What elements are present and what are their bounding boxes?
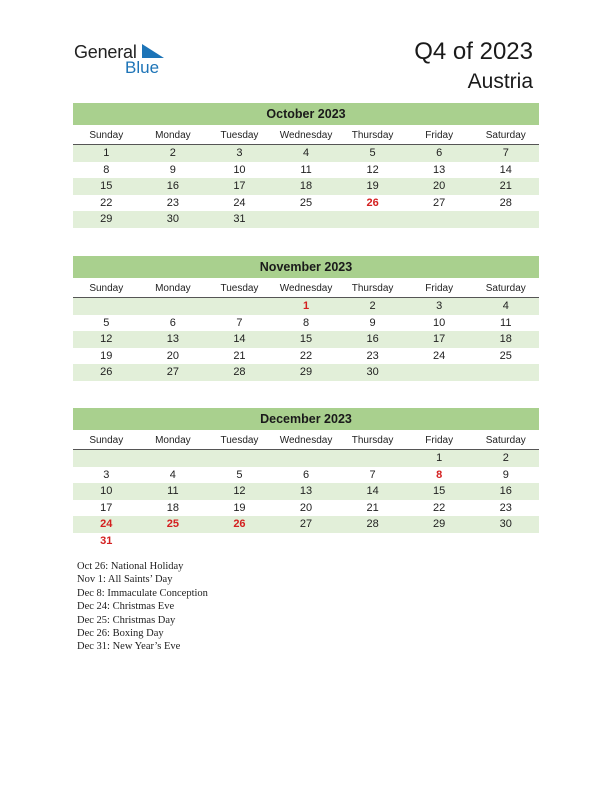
day-cell [140,450,207,467]
weekday-label: Thursday [351,130,394,141]
day-cell [339,211,406,228]
day-cell: 9 [502,468,509,481]
day-cell: 16 [166,180,179,192]
month-october [73,103,539,228]
day-cell: 25 [499,349,512,362]
day-cell: 24 [100,518,113,530]
month-december [73,408,539,549]
day-cell: 7 [236,316,243,329]
day-cell: 24 [433,349,446,362]
day-cell: 30 [499,518,512,530]
day-cell: 21 [366,501,379,514]
day-cell: 5 [369,147,376,159]
day-cell: 4 [502,300,509,312]
day-cell: 14 [499,163,512,176]
holiday-item: Dec 26: Boxing Day [77,628,164,640]
day-cell: 21 [233,349,246,362]
month-title: October 2023 [73,103,539,125]
weekday-label: Monday [155,283,191,294]
day-cell: 16 [499,485,512,497]
day-cell [206,450,273,467]
day-cell: 27 [433,196,446,209]
logo [74,42,184,82]
day-cell: 26 [366,196,379,209]
day-cell: 23 [166,196,179,209]
day-cell: 16 [366,333,379,345]
day-cell: 19 [233,501,246,514]
day-cell: 19 [100,349,113,362]
weekday-label: Sunday [89,283,124,294]
day-cell: 29 [299,366,313,378]
day-cell: 12 [233,485,246,497]
weekday-label: Monday [155,435,191,446]
weekday-label: Wednesday [279,435,333,446]
day-cell [406,533,473,550]
weekday-header-row [73,127,539,145]
day-cell: 12 [100,333,113,345]
week-row [73,331,539,348]
day-cell: 10 [433,316,446,329]
day-cell: 18 [166,501,179,514]
day-cell [273,533,340,550]
day-cell: 25 [299,196,313,209]
day-cell [73,450,140,467]
day-cell: 22 [433,501,446,514]
day-cell: 31 [100,534,113,547]
holiday-item: Dec 8: Immaculate Conception [77,587,208,599]
weekday-label: Saturday [485,130,526,141]
weekday-label: Saturday [485,283,526,294]
day-cell: 17 [100,501,113,514]
day-cell: 31 [233,213,246,225]
logo-triangle-icon [142,44,164,58]
day-cell: 14 [366,485,379,497]
day-cell [339,450,406,467]
day-cell: 8 [436,468,443,481]
day-cell: 30 [366,366,379,378]
day-cell: 8 [302,316,310,329]
logo-general-text: General [74,42,137,62]
month-november [73,256,539,381]
day-cell: 27 [299,518,313,530]
holiday-item: Dec 31: New Year’s Eve [77,641,181,653]
logo-blue-text: Blue [125,58,160,77]
day-cell: 17 [433,333,446,345]
day-cell [73,298,140,315]
day-cell [273,450,340,467]
day-cell: 23 [499,501,512,514]
day-cell: 26 [233,518,246,530]
week-row [73,315,539,332]
day-cell [339,533,406,550]
day-cell: 22 [299,349,313,362]
day-cell [273,211,340,228]
weekday-label: Sunday [89,130,124,141]
day-cell [472,211,539,228]
day-cell [406,211,473,228]
holiday-list [77,560,208,654]
day-cell: 25 [166,518,179,530]
week-row [73,145,539,162]
week-row [73,516,539,533]
day-cell: 15 [299,333,313,345]
week-row [73,195,539,212]
day-cell: 11 [300,163,312,176]
holiday-item: Nov 1: All Saints’ Day [77,574,173,586]
day-cell: 29 [100,213,113,225]
day-cell: 13 [166,333,179,345]
weekday-label: Sunday [89,435,124,446]
day-cell: 30 [166,213,179,225]
day-cell [406,364,473,381]
day-cell: 26 [100,366,113,378]
week-row [73,467,539,484]
day-cell: 29 [433,518,446,530]
day-cell: 5 [103,316,110,329]
day-cell: 17 [233,180,246,192]
weekday-label: Saturday [485,435,526,446]
holiday-item: Dec 24: Christmas Eve [77,601,175,613]
month-title: December 2023 [73,408,539,430]
day-cell: 11 [500,316,512,329]
week-row [73,500,539,517]
day-cell: 28 [233,366,246,378]
day-cell: 1 [436,452,443,464]
day-cell: 4 [169,468,176,481]
day-cell: 6 [302,468,310,481]
weekday-label: Tuesday [220,435,259,446]
week-row [73,364,539,381]
country-name: Austria [467,70,533,93]
week-row [73,348,539,365]
week-row [73,450,539,467]
day-cell: 20 [433,180,446,192]
weekday-label: Friday [425,435,454,446]
day-cell: 10 [233,163,246,176]
day-cell: 20 [299,501,313,514]
week-row [73,483,539,500]
day-cell: 3 [103,468,110,481]
day-cell: 20 [166,349,179,362]
day-cell: 21 [499,180,512,192]
day-cell: 1 [103,147,110,159]
week-row [73,298,539,315]
weekday-header-row [73,432,539,450]
day-cell [472,364,539,381]
weekday-label: Thursday [351,435,394,446]
day-cell: 1 [302,300,310,312]
day-cell: 13 [433,163,446,176]
day-cell: 14 [233,333,246,345]
week-row [73,211,539,228]
day-cell: 5 [236,468,243,481]
weekday-label: Monday [155,130,191,141]
week-row [73,533,539,550]
week-row [73,162,539,179]
page-title: Q4 of 2023 [414,38,533,65]
day-cell [140,298,207,315]
day-cell: 10 [100,485,113,497]
day-cell: 19 [366,180,379,192]
weekday-header-row [73,280,539,298]
month-title: November 2023 [73,256,539,278]
day-cell: 2 [502,452,509,464]
day-cell: 28 [366,518,379,530]
day-cell: 15 [433,485,446,497]
day-cell: 11 [167,485,179,497]
day-cell: 9 [369,316,376,329]
day-cell: 8 [103,163,110,176]
day-cell: 12 [366,163,379,176]
day-cell: 3 [236,147,243,159]
day-cell: 22 [100,196,113,209]
day-cell [140,533,207,550]
day-cell: 24 [233,196,246,209]
week-row [73,178,539,195]
day-cell: 2 [169,147,176,159]
weekday-label: Friday [425,283,454,294]
holiday-item: Dec 25: Christmas Day [77,614,176,626]
weekday-label: Friday [425,130,454,141]
day-cell: 6 [169,316,176,329]
day-cell: 6 [436,147,443,159]
weekday-label: Wednesday [279,283,333,294]
day-cell [206,298,273,315]
day-cell: 7 [369,468,376,481]
day-cell: 18 [299,180,313,192]
day-cell: 27 [166,366,179,378]
day-cell: 9 [169,163,176,176]
weekday-label: Thursday [351,283,394,294]
day-cell: 3 [436,300,443,312]
day-cell: 15 [100,180,113,192]
day-cell: 2 [369,300,376,312]
weekday-label: Wednesday [279,130,333,141]
day-cell: 28 [499,196,512,209]
weekday-label: Tuesday [220,130,259,141]
day-cell: 23 [366,349,379,362]
day-cell [206,533,273,550]
day-cell: 18 [499,333,512,345]
holiday-item: Oct 26: National Holiday [77,561,184,572]
weekday-label: Tuesday [220,283,259,294]
day-cell: 13 [299,485,313,497]
day-cell [472,533,539,550]
day-cell: 4 [302,147,310,159]
day-cell: 7 [502,147,509,159]
